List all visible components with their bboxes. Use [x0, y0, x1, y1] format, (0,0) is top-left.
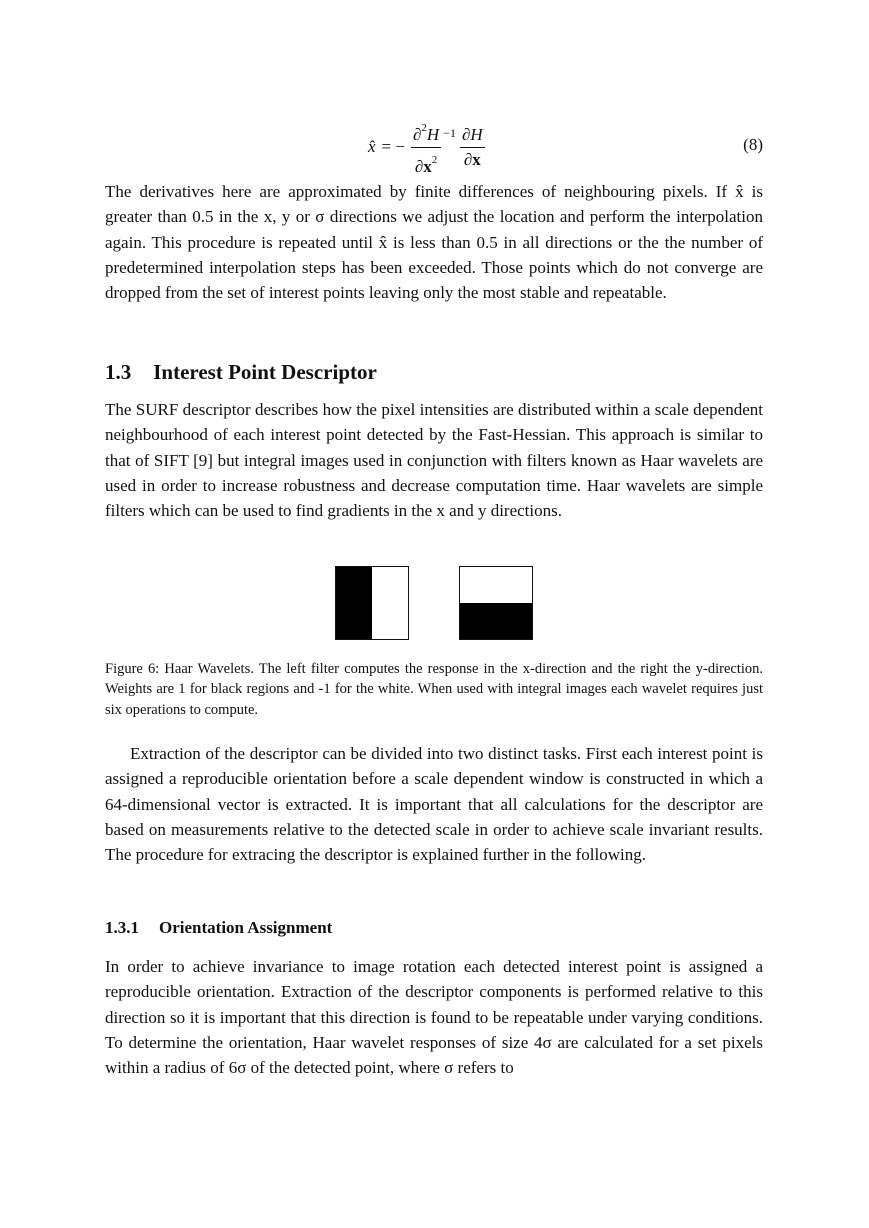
equation-inverse: −1 — [443, 125, 456, 140]
equation-fraction-gradient: $\frac{\partial H}{\partial x}$ — [461, 124, 483, 169]
equation-number: (8) — [743, 135, 763, 154]
paragraph-surf-descriptor: The SURF descriptor describes how the pixel intensities are distributed within a scale dependent neighbourhood of each interest point detected by the Fast-Hessian. This approach is similar to that of SIFT [9] but integral images used in conjunction with filters known as Haar wavelets are used in order to increase robustness and decrease computation time. Haar wavelets are simple filters which can be used to find gradients in the x and y directions. — [105, 400, 763, 521]
subsection-number: 1.3.1 — [105, 918, 139, 937]
section-heading — [105, 360, 377, 385]
paragraph-orientation: In order to achieve invariance to image rotation each detected interest point is assigned a reproducible orientation. Extraction of the descriptor components is performed relative to this direction so it is important that this direction is found to be repeatable under varying conditions. To determine the orientation, Haar wavelet responses of size 4σ are calculated for a set pixels within a radius of 6σ of the detected point, where σ refers to — [105, 957, 763, 1078]
wavelet-black-region — [460, 603, 532, 639]
subsection-title: Orientation Assignment — [159, 918, 333, 937]
equation-equals: = − — [381, 137, 405, 156]
equation-8 — [105, 118, 763, 176]
equation-fraction-hessian: $\frac{\partial^2H}{\partial x^2}$ — [411, 118, 441, 177]
figure-caption-text: Haar Wavelets. The left filter computes the response in the x-direction and the right the y-direction. Weights are 1 for black regions and -1 for the white. When used with integral images each wavelet requires just six operations to compute. — [105, 661, 764, 718]
paragraph-extraction: Extraction of the descriptor can be divided into two distinct tasks. First each interest point is assigned a reproducible orientation before a scale dependent window is constructed in which a 64-dimensional vector is extracted. It is important that all calculations for the descriptor are based on measurements relative to the detected scale in order to achieve scale invariant results. The procedure for extracing the descriptor is explained further in the following. — [105, 744, 763, 865]
section-title: Interest Point Descriptor — [153, 360, 377, 384]
haar-wavelet-x-filter — [335, 566, 409, 640]
equation-lhs: x̂ — [368, 137, 376, 156]
section-number: 1.3 — [105, 360, 132, 384]
wavelet-black-region — [336, 567, 372, 639]
subsection-heading — [105, 918, 332, 938]
haar-wavelet-y-filter — [459, 566, 533, 640]
equation-body — [368, 118, 487, 176]
figure-caption-label: Figure 6: — [105, 661, 160, 677]
figure-caption — [105, 659, 763, 720]
paragraph-derivatives: The derivatives here are approximated by finite differences of neighbouring pixels. If x̂ is greater than 0.5 in the x, y or σ directions we adjust the location and perform the interpolation again. This procedure is repeated until x̂ is less than 0.5 in all directions or the the number of predetermined interpolation steps has been exceeded. Those points which do not converge are dropped from the set of interest points leaving only the most stable and repeatable. — [105, 182, 763, 303]
